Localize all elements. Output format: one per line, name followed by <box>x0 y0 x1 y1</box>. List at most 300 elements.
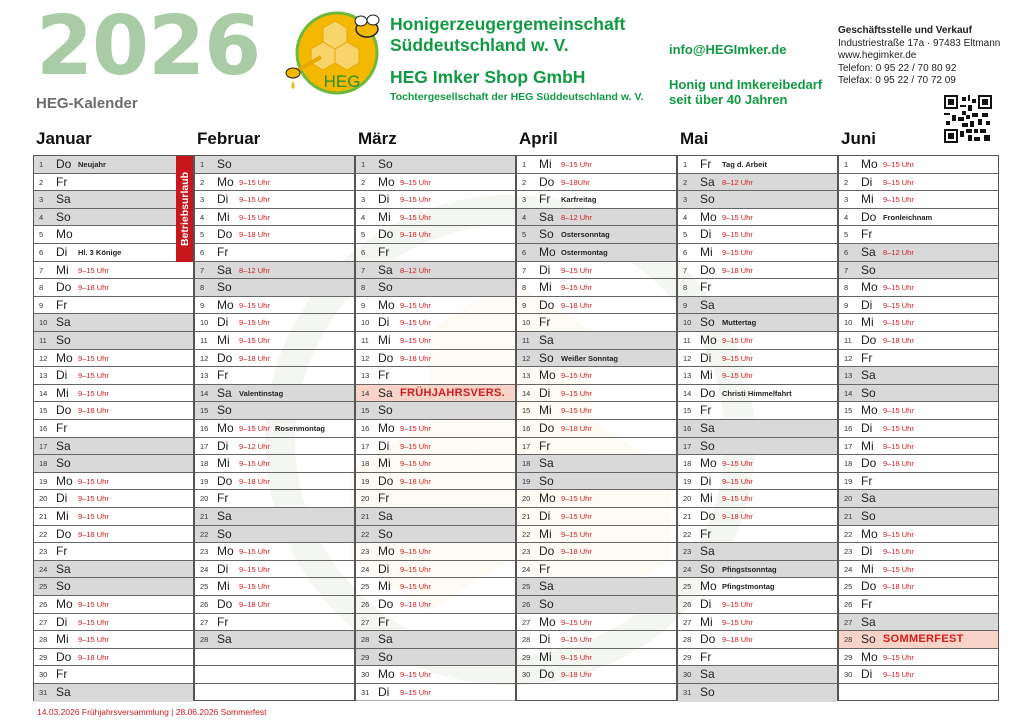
day-row[interactable] <box>839 244 998 262</box>
day-row[interactable] <box>34 526 193 544</box>
day-number: 22 <box>683 529 692 539</box>
day-number: 16 <box>361 424 370 433</box>
day-row[interactable] <box>195 490 354 508</box>
day-row[interactable] <box>356 156 515 174</box>
day-row[interactable] <box>356 614 515 632</box>
day-row[interactable] <box>195 473 354 491</box>
day-row[interactable] <box>517 350 676 368</box>
day-row[interactable] <box>34 314 193 332</box>
day-number: 10 <box>683 318 692 328</box>
weekday: Mo <box>217 297 234 312</box>
day-row[interactable] <box>195 209 354 227</box>
weekday: Fr <box>56 421 68 435</box>
day-row[interactable] <box>195 578 354 596</box>
day-number: 24 <box>844 564 853 574</box>
day-row[interactable] <box>839 420 998 438</box>
opening-hours: 9–15 Uhr <box>400 318 431 328</box>
day-row[interactable] <box>34 631 193 649</box>
day-number: 22 <box>39 529 48 539</box>
weekday: Sa <box>56 315 71 330</box>
day-number: 26 <box>683 600 692 609</box>
day-row[interactable] <box>678 666 837 684</box>
day-row[interactable] <box>839 279 998 297</box>
holiday-label: Ostersonntag <box>561 230 610 240</box>
day-number: 30 <box>361 670 370 680</box>
day-row[interactable] <box>678 596 837 614</box>
day-row[interactable] <box>356 649 515 667</box>
day-number: 12 <box>39 353 48 363</box>
day-row[interactable] <box>517 332 676 350</box>
weekday: Sa <box>217 262 232 277</box>
day-row[interactable] <box>195 332 354 350</box>
day-number: 21 <box>844 512 853 521</box>
day-row[interactable] <box>356 262 515 280</box>
day-row[interactable] <box>356 174 515 192</box>
day-row[interactable] <box>517 561 676 579</box>
day-row[interactable] <box>678 350 837 368</box>
weekday: Fr <box>217 614 229 629</box>
day-row[interactable] <box>34 174 193 192</box>
day-row[interactable] <box>34 402 193 420</box>
day-row[interactable] <box>356 420 515 438</box>
day-row[interactable] <box>356 226 515 244</box>
day-row[interactable] <box>839 156 998 174</box>
weekday: Mi <box>861 315 874 330</box>
day-row[interactable] <box>678 420 837 438</box>
day-row[interactable] <box>195 279 354 297</box>
day-row[interactable] <box>356 473 515 491</box>
day-row[interactable] <box>839 191 998 209</box>
day-row[interactable] <box>517 666 676 684</box>
day-row[interactable] <box>517 297 676 315</box>
day-row[interactable] <box>839 297 998 315</box>
day-number: 25 <box>522 582 531 592</box>
weekday: Di <box>539 632 551 647</box>
day-number: 8 <box>683 283 688 293</box>
day-number: 10 <box>39 318 48 328</box>
day-row[interactable] <box>517 596 676 614</box>
opening-hours: 9–15 Uhr <box>561 160 592 169</box>
weekday: So <box>378 403 393 418</box>
day-number: 27 <box>522 617 531 627</box>
opening-hours: 9–15 Uhr <box>239 318 270 328</box>
day-row[interactable] <box>517 402 676 420</box>
day-row[interactable] <box>839 631 998 649</box>
day-number: 26 <box>39 600 48 609</box>
day-row[interactable] <box>34 262 193 280</box>
day-row[interactable] <box>839 455 998 473</box>
day-row[interactable] <box>195 508 354 526</box>
day-row[interactable] <box>34 156 193 174</box>
day-row[interactable] <box>356 279 515 297</box>
day-row[interactable] <box>34 455 193 473</box>
day-row[interactable] <box>678 156 837 174</box>
day-number: 15 <box>39 406 48 416</box>
day-number: 17 <box>200 441 209 451</box>
opening-hours: 9–15 Uhr <box>239 424 270 433</box>
day-row[interactable] <box>678 578 837 596</box>
day-row[interactable] <box>34 350 193 368</box>
day-row[interactable] <box>195 614 354 632</box>
day-row[interactable] <box>195 367 354 385</box>
holiday-label: Tag d. Arbeit <box>722 160 767 169</box>
day-row[interactable] <box>34 649 193 667</box>
opening-hours: 9–15 Uhr <box>78 512 109 521</box>
day-row[interactable] <box>839 209 998 227</box>
day-row[interactable] <box>356 244 515 262</box>
day-row[interactable] <box>517 191 676 209</box>
contact-block <box>838 25 1000 88</box>
opening-hours: 8–12 Uhr <box>400 265 431 275</box>
day-row[interactable] <box>34 561 193 579</box>
day-row[interactable] <box>517 543 676 561</box>
day-row[interactable] <box>356 508 515 526</box>
day-row[interactable] <box>34 191 193 209</box>
weekday: Mi <box>378 209 391 224</box>
day-row[interactable] <box>839 262 998 280</box>
weekday: Di <box>378 192 390 207</box>
day-row[interactable] <box>195 596 354 614</box>
opening-hours: 9–18 Uhr <box>239 476 270 486</box>
weekday: Sa <box>378 632 393 647</box>
day-row[interactable] <box>517 614 676 632</box>
month-name: Mai <box>680 129 709 148</box>
weekday: Sa <box>217 509 232 523</box>
day-row[interactable] <box>678 455 837 473</box>
day-row[interactable] <box>839 385 998 403</box>
day-row[interactable] <box>195 156 354 174</box>
day-row[interactable] <box>34 438 193 456</box>
day-number: 11 <box>522 336 530 345</box>
day-row[interactable] <box>517 473 676 491</box>
weekday: So <box>56 579 71 594</box>
day-row[interactable] <box>678 543 837 561</box>
opening-hours: 9–18 Uhr <box>722 512 753 521</box>
day-row[interactable] <box>517 455 676 473</box>
day-number: 18 <box>39 459 48 469</box>
weekday: Mi <box>378 456 391 471</box>
day-row[interactable] <box>678 473 837 491</box>
day-row[interactable] <box>195 561 354 579</box>
day-row[interactable] <box>678 367 837 385</box>
day-row[interactable] <box>356 314 515 332</box>
day-row[interactable] <box>34 420 193 438</box>
weekday: Di <box>700 350 712 365</box>
day-number: 9 <box>200 300 205 310</box>
day-row[interactable] <box>356 297 515 315</box>
day-row[interactable] <box>195 314 354 332</box>
day-row[interactable] <box>517 508 676 526</box>
day-row[interactable] <box>839 314 998 332</box>
day-row[interactable] <box>517 314 676 332</box>
day-row[interactable] <box>839 666 998 684</box>
day-row[interactable] <box>195 402 354 420</box>
day-row[interactable] <box>678 402 837 420</box>
day-row[interactable] <box>34 666 193 684</box>
day-row[interactable] <box>34 490 193 508</box>
day-row[interactable] <box>34 508 193 526</box>
day-row[interactable] <box>517 367 676 385</box>
day-row[interactable] <box>195 526 354 544</box>
contact-address: Industriestraße 17a · 97483 Eltmann <box>838 37 1001 49</box>
day-row[interactable] <box>356 490 515 508</box>
day-row[interactable] <box>34 279 193 297</box>
holiday-label: Christi Himmelfahrt <box>722 388 792 398</box>
day-row[interactable] <box>195 455 354 473</box>
day-row[interactable] <box>195 174 354 192</box>
day-row[interactable] <box>839 226 998 244</box>
opening-hours: 9–15 Uhr <box>400 688 431 697</box>
weekday: So <box>217 526 232 541</box>
weekday: Mi <box>56 262 69 277</box>
day-row[interactable] <box>34 596 193 614</box>
opening-hours: 9–18 Uhr <box>561 300 592 310</box>
weekday: Fr <box>861 473 873 488</box>
day-row[interactable] <box>356 578 515 596</box>
day-row[interactable] <box>517 226 676 244</box>
weekday: Fr <box>861 597 873 611</box>
contact-fax: Telefax: 0 95 22 / 70 72 09 <box>838 75 956 86</box>
day-number: 5 <box>39 230 44 240</box>
weekday: Fr <box>378 368 390 383</box>
weekday: Sa <box>700 544 715 559</box>
day-number: 18 <box>200 459 209 469</box>
day-row[interactable] <box>517 385 676 403</box>
holiday-label: Pfingstsonntag <box>722 564 777 574</box>
opening-hours: 9–15 Uhr <box>561 529 592 539</box>
day-row[interactable] <box>839 596 998 614</box>
day-row[interactable] <box>356 191 515 209</box>
day-number: 2 <box>200 177 205 187</box>
opening-hours: 9–15 Uhr <box>400 177 431 187</box>
day-number: 29 <box>844 652 853 662</box>
day-row[interactable] <box>356 438 515 456</box>
day-row[interactable] <box>356 455 515 473</box>
day-row[interactable] <box>678 244 837 262</box>
weekday: Di <box>700 227 712 242</box>
weekday: Mi <box>217 579 230 594</box>
day-row[interactable] <box>517 578 676 596</box>
day-row[interactable] <box>517 420 676 438</box>
weekday: Do <box>378 227 394 242</box>
day-row[interactable] <box>356 332 515 350</box>
day-row[interactable] <box>839 508 998 526</box>
day-row[interactable] <box>678 174 837 192</box>
weekday: Fr <box>700 526 712 541</box>
day-row[interactable] <box>678 332 837 350</box>
day-row[interactable] <box>839 526 998 544</box>
day-row[interactable] <box>356 367 515 385</box>
day-row[interactable] <box>517 279 676 297</box>
day-number: 14 <box>844 388 853 398</box>
day-row[interactable] <box>195 226 354 244</box>
day-number: 31 <box>361 688 370 697</box>
day-row[interactable] <box>839 350 998 368</box>
day-row[interactable] <box>356 526 515 544</box>
opening-hours: 9–15 Uhr <box>561 512 592 521</box>
day-row[interactable] <box>34 578 193 596</box>
day-row[interactable] <box>195 385 354 403</box>
day-row[interactable] <box>839 543 998 561</box>
opening-hours: 9–18 Uhr <box>78 652 109 662</box>
email-link[interactable]: info@HEGImker.de <box>669 42 787 57</box>
opening-hours: 9–15 Uhr <box>883 406 914 416</box>
day-row[interactable] <box>517 156 676 174</box>
day-row[interactable] <box>34 473 193 491</box>
day-row[interactable] <box>517 490 676 508</box>
day-number: 25 <box>844 582 853 592</box>
day-number: 31 <box>683 688 692 697</box>
weekday: Do <box>539 667 555 682</box>
day-row[interactable] <box>678 191 837 209</box>
day-row[interactable] <box>195 543 354 561</box>
day-row[interactable] <box>517 244 676 262</box>
day-row[interactable] <box>195 297 354 315</box>
day-row[interactable] <box>678 561 837 579</box>
weekday: Do <box>56 649 72 664</box>
weekday: So <box>217 403 232 418</box>
calendar-grid <box>33 129 994 701</box>
weekday: Mo <box>539 368 556 383</box>
opening-hours: 9–15 Uhr <box>883 160 914 169</box>
day-row[interactable] <box>839 438 998 456</box>
day-row[interactable] <box>356 543 515 561</box>
day-row[interactable] <box>678 684 837 702</box>
day-number: 13 <box>844 371 853 381</box>
day-number: 5 <box>361 230 366 240</box>
day-number: 2 <box>683 177 688 187</box>
day-row[interactable] <box>356 350 515 368</box>
empty-row <box>195 684 354 702</box>
day-row[interactable] <box>34 244 193 262</box>
day-number: 3 <box>683 195 688 205</box>
weekday: So <box>56 333 71 347</box>
vacation-marker <box>176 156 193 262</box>
day-number: 19 <box>361 476 370 486</box>
day-row[interactable] <box>678 262 837 280</box>
day-row[interactable] <box>839 473 998 491</box>
day-row[interactable] <box>356 402 515 420</box>
weekday: Sa <box>700 174 715 189</box>
day-row[interactable] <box>34 226 193 244</box>
day-row[interactable] <box>356 209 515 227</box>
day-row[interactable] <box>517 209 676 227</box>
day-number: 23 <box>361 547 370 557</box>
day-row[interactable] <box>356 561 515 579</box>
day-row[interactable] <box>195 191 354 209</box>
day-row[interactable] <box>839 490 998 508</box>
weekday: So <box>56 209 71 224</box>
day-row[interactable] <box>839 332 998 350</box>
day-row[interactable] <box>839 402 998 420</box>
empty-row <box>195 666 354 684</box>
weekday: Do <box>700 385 716 400</box>
day-row[interactable] <box>678 526 837 544</box>
day-row[interactable] <box>678 297 837 315</box>
day-number: 4 <box>200 212 205 222</box>
day-row[interactable] <box>839 561 998 579</box>
day-number: 25 <box>39 582 48 592</box>
opening-hours: 8–12 Uhr <box>722 177 753 187</box>
weekday: Fr <box>700 157 712 171</box>
opening-hours: 9–15 Uhr <box>239 177 270 187</box>
day-row[interactable] <box>34 332 193 350</box>
day-row[interactable] <box>356 385 515 403</box>
day-row[interactable] <box>517 631 676 649</box>
day-number: 21 <box>361 512 370 521</box>
day-row[interactable] <box>517 438 676 456</box>
day-number: 6 <box>683 248 688 257</box>
opening-hours: 9–18 Uhr <box>239 230 270 240</box>
day-row[interactable] <box>839 174 998 192</box>
day-number: 11 <box>200 336 208 345</box>
weekday: Fr <box>56 544 68 559</box>
day-row[interactable] <box>34 367 193 385</box>
day-row[interactable] <box>356 631 515 649</box>
day-row[interactable] <box>195 631 354 649</box>
opening-hours: 9–15 Uhr <box>561 617 592 627</box>
day-row[interactable] <box>356 596 515 614</box>
weekday: Fr <box>539 438 551 453</box>
day-row[interactable] <box>678 209 837 227</box>
day-row[interactable] <box>517 649 676 667</box>
day-row[interactable] <box>195 262 354 280</box>
weekday: So <box>539 597 554 611</box>
day-row[interactable] <box>839 367 998 385</box>
day-row[interactable] <box>517 526 676 544</box>
weekday: Mo <box>861 526 878 541</box>
day-row[interactable] <box>34 543 193 561</box>
day-row[interactable] <box>678 508 837 526</box>
day-row[interactable] <box>678 631 837 649</box>
day-number: 8 <box>200 283 205 293</box>
opening-hours: 9–18 Uhr <box>400 353 431 363</box>
day-row[interactable] <box>678 490 837 508</box>
day-row[interactable] <box>195 244 354 262</box>
day-row[interactable] <box>678 314 837 332</box>
contact-web[interactable]: www.hegimker.de <box>838 50 917 61</box>
day-row[interactable] <box>195 350 354 368</box>
opening-hours: 9–15 Uhr <box>78 388 109 398</box>
day-row[interactable] <box>678 385 837 403</box>
day-row[interactable] <box>195 438 354 456</box>
day-number: 6 <box>200 248 205 257</box>
day-row[interactable] <box>34 297 193 315</box>
day-number: 12 <box>522 353 531 363</box>
day-row[interactable] <box>839 649 998 667</box>
day-row[interactable] <box>34 614 193 632</box>
day-row[interactable] <box>678 279 837 297</box>
day-row[interactable] <box>356 666 515 684</box>
day-row[interactable] <box>678 649 837 667</box>
day-row[interactable] <box>34 209 193 227</box>
day-row[interactable] <box>34 385 193 403</box>
day-row[interactable] <box>678 226 837 244</box>
weekday: Sa <box>217 632 232 647</box>
day-row[interactable] <box>517 174 676 192</box>
day-row[interactable] <box>678 438 837 456</box>
day-row[interactable] <box>356 684 515 702</box>
opening-hours: 9–18 Uhr <box>78 529 109 539</box>
day-row[interactable] <box>678 614 837 632</box>
day-row[interactable] <box>839 614 998 632</box>
opening-hours: 9–15 Uhr <box>239 582 270 592</box>
day-row[interactable] <box>517 262 676 280</box>
weekday: So <box>861 385 876 400</box>
day-row[interactable] <box>34 684 193 702</box>
day-row[interactable] <box>839 578 998 596</box>
day-row[interactable] <box>195 420 354 438</box>
